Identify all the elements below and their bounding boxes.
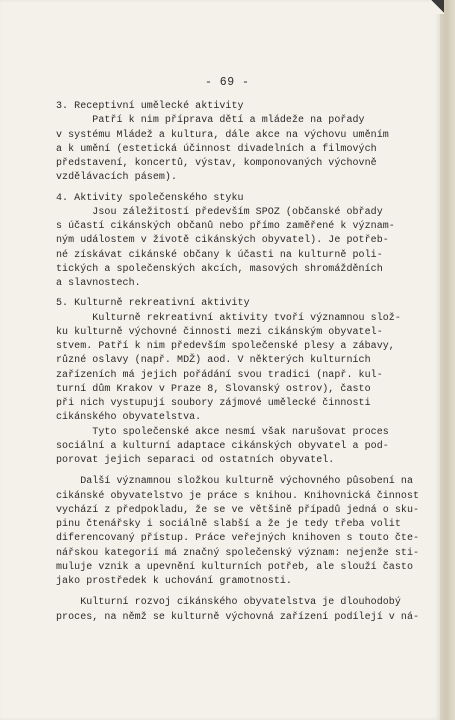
text-line: Patří k nim příprava dětí a mládeže na pořady xyxy=(56,115,365,127)
text-line: v systému Mládež a kultura, dále akce na výchovu uměním xyxy=(56,129,389,141)
section-5-heading: 5. Kulturně rekreativní aktivity xyxy=(56,298,250,310)
text-line: turní dům Krakov v Praze 8, Slovanský ostrov), často xyxy=(56,383,371,395)
text-line: a k umění (estetická účinnost divadelních a filmových xyxy=(56,143,377,155)
text-line: s účastí cikánských občanů nebo přímo zaměřené k význam- xyxy=(56,221,395,232)
text-line: tických a společenských akcích, masových shromážděních xyxy=(56,263,383,275)
text-line: a slavnostech. xyxy=(56,278,141,289)
text-line: představení, koncertů, výstav, komponovaných výchovně xyxy=(56,158,377,169)
text-line: cikánské obyvatelstvo je práce s knihou. Knihovnická činnost xyxy=(56,490,420,502)
text-line: né získávat cikánské občany k účasti na kulturně poli- xyxy=(56,249,383,261)
text-line: Kulturní rozvoj cikánského obyvatelstva je dlouhodobý xyxy=(56,597,401,609)
section-3-heading: 3. Receptivní umělecké aktivity xyxy=(56,101,244,112)
text-line: jako prostředek k uchování gramotnosti. xyxy=(56,576,292,587)
page-corner-mark xyxy=(430,0,444,14)
text-line: vzdělávacích pásem). xyxy=(56,172,178,184)
section-4-heading: 4. Aktivity společenského styku xyxy=(56,192,244,204)
text-line: Další významnou složkou kulturně výchovného působení na xyxy=(56,476,414,488)
text-line: ným událostem v životě cikánských obyvatel). Je potřeb- xyxy=(56,235,389,247)
text-line: při nich vystupují soubory zájmové umělecké činnosti xyxy=(56,398,371,409)
text-line: vychází z předpokladu, že se ve většině případů jedná o sku- xyxy=(56,504,420,516)
text-line: proces, na němž se kulturně výchovná zařízení podílejí v ná- xyxy=(56,611,420,623)
text-line: porovat jejich separaci od ostatních obyvatel. xyxy=(56,455,335,466)
text-line: ku kulturně výchovné činnosti mezi cikánským obyvatel- xyxy=(56,326,383,338)
text-line: muluje vznik a upevnění kulturních potřeb, ale slouží často xyxy=(56,561,414,573)
text-line: Tyto společenské akce nesmí však narušovat proces xyxy=(56,426,389,438)
book-page-edge xyxy=(440,0,455,720)
text-line: stvem. Patří k nim především společenské plesy a zábavy, xyxy=(56,341,395,352)
text-line: cikánského obyvatelstva. xyxy=(56,412,202,424)
text-line: pinu čtenářsky i sociálně slabší a že je tedy třeba volit xyxy=(56,519,401,530)
text-line: nářskou kategorií má značný společenský význam: nejenže sti- xyxy=(56,547,420,559)
text-line: Jsou záležitostí především SPOZ (občanské obřady xyxy=(56,206,383,218)
text-line: zařízeních má jejich pořádání svou tradici (např. kul- xyxy=(56,369,383,381)
text-line: různé oslavy (např. MDŽ) aod. V některých kulturních xyxy=(56,355,371,367)
text-line: Kulturně rekreativní aktivity tvoří významnou slož- xyxy=(56,312,401,324)
text-line: sociální a kulturní adaptace cikánských obyvatel a pod- xyxy=(56,440,389,452)
page-number: - 69 - xyxy=(205,76,250,89)
document-body xyxy=(56,100,420,625)
text-line: diferencovaný přístup. Práce veřejných knihoven s touto čte- xyxy=(56,533,420,545)
